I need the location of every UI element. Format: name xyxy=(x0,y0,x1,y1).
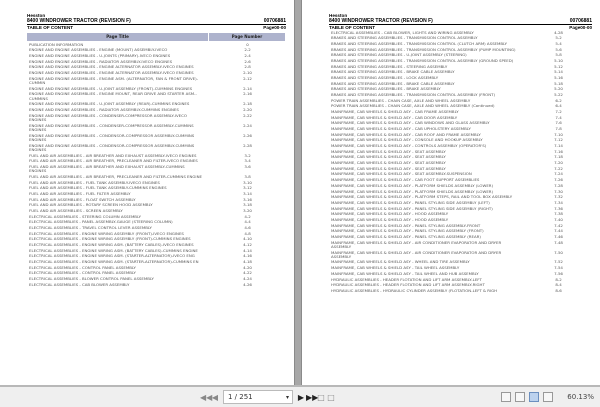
toc-entry-page: 7-52 xyxy=(554,259,563,265)
toc-entry-page: 7-18 xyxy=(554,154,563,160)
toc-entry-page: 7-4 xyxy=(555,114,562,120)
toc-entry-page: 4-16 xyxy=(243,253,252,259)
toc-entry-title: ELECTRICAL ASSEMBLIES - CAB BLOWER ASSEMBLY xyxy=(29,281,130,287)
toc-entry[interactable] xyxy=(329,271,592,277)
rotate-left-icon[interactable]: □ xyxy=(317,392,325,402)
toc-entry-page: 5-6 xyxy=(555,46,562,52)
fit-width-icon[interactable] xyxy=(543,392,553,402)
document-subtitle: TABLE OF CONTENT xyxy=(27,25,74,30)
toc-entry-title: MAINFRAME, CAB WHEELS & SHIELD ASY - CONSOLE AND HOOKUP ASSEMBLY xyxy=(331,137,483,143)
two-page-view-icon[interactable] xyxy=(529,392,539,402)
toc-entry-title: MAINFRAME, CAB WHEELS & SHIELD ASY - PANEL STYLING SIDE ASSEMBLY (RIGHT) xyxy=(331,205,493,211)
document-title: 8400 WINDROWER TRACTOR (REVISION F) xyxy=(329,18,433,24)
toc-entry-page: 7-34 xyxy=(554,199,563,205)
chevron-down-icon[interactable]: ▾ xyxy=(285,393,289,401)
toc-entry-page: 7-36 xyxy=(554,205,563,211)
first-page-icon[interactable]: ◀◀ xyxy=(200,392,213,402)
toc-entry-page: 7-20 xyxy=(554,160,563,166)
toc-entry-page: 2-12 xyxy=(243,75,252,81)
toc-entry-title: MAINFRAME, CAB WHEELS & SHIELD ASY - SEAT ASSEMBLY xyxy=(331,154,446,160)
document-number: 00706881 xyxy=(569,18,592,24)
toc-entry-page: 5-4 xyxy=(555,41,562,47)
toc-entry-page: 7-14 xyxy=(554,143,563,149)
toc-entry[interactable] xyxy=(27,123,286,133)
toc-entry-title: MAINFRAME, CAB WHEELS & SHIELD ASY - PANEL STYLING ASSEMBLY (FRONT) xyxy=(331,228,484,234)
toc-entry-title: ELECTRICAL ASSEMBLIES - TRAVEL CONTROL LEVER ASSEMBLY xyxy=(29,224,152,230)
toc-entry-page: 7-22 xyxy=(554,165,563,171)
toc-entry-title: MAINFRAME, CAB WHEELS & SHIELD ASY - SEAT ASSEMBLY xyxy=(331,160,446,166)
toc-table xyxy=(27,33,286,288)
toc-entry-title: FUEL AND AIR ASSEMBLIES - SCREEN ASSEMBLY xyxy=(29,207,123,213)
toc-entry-page: 4-28 xyxy=(554,29,563,35)
toc-entry-page: 7-24 xyxy=(554,171,563,177)
document-number: 00706881 xyxy=(263,18,286,24)
toc-entry[interactable] xyxy=(27,282,286,288)
toc-entry-title: ELECTRICAL ASSEMBLIES - PANEL ASSEMBLY-GAUGE (STEERING COLUMN) xyxy=(29,219,173,225)
page-number-value: 1 / 251 xyxy=(228,393,253,401)
toc-entry-title: ENGINE AND ENGINE ASSEMBLIES - CONDENSOR-COMPRESSOR ASSEMBLY-CUMMINS ENGINES xyxy=(29,132,195,142)
toc-entry-title: BRAKES AND STEERING ASSEMBLIES - TRANSMISSION CONTROL (CLUTCH ARM) ASSEMBLY xyxy=(331,41,508,47)
toc-entry-page: 5-16 xyxy=(554,75,563,81)
toc-entry[interactable] xyxy=(27,164,286,174)
toc-entry-page: 4-24 xyxy=(243,275,252,281)
toc-entry-page: 4-22 xyxy=(243,270,252,276)
toc-entry-title: MAINFRAME, CAB WHEELS & SHIELD ASY - HOOD ASSEMBLY xyxy=(331,211,449,217)
toc-entry-title: POWER TRAIN ASSEMBLIES - CHAIN CASE, AXLE AND WHEEL ASSEMBLY xyxy=(331,97,471,103)
viewer-toolbar xyxy=(0,385,600,407)
toc-entry-page: 2-28 xyxy=(243,142,252,148)
toc-entry-page: 4-26 xyxy=(243,281,252,287)
toc-entry-title: ENGINE AND ENGINE ASSEMBLIES - U-JOINT ASSEMBLY (FRONT)-CUMMINS ENGINES xyxy=(29,85,193,91)
toc-entry-page: 7-38 xyxy=(554,211,563,217)
toc-entry-page: 2-10 xyxy=(243,70,252,76)
toc-entry-page: 3-6 xyxy=(244,163,251,169)
toc-table xyxy=(329,30,592,294)
toc-entry-page: 6-4 xyxy=(555,103,562,109)
toc-entry-title: MAINFRAME, CAB WHEELS & SHIELD ASY - PLATFORM STEPS, RAIL AND TOOL BOX ASSEMBLY xyxy=(331,194,513,200)
zoom-level[interactable]: 60.13% xyxy=(567,393,594,401)
page-number-input[interactable] xyxy=(223,390,293,404)
toc-entry-page: 0 xyxy=(246,41,249,47)
column-header-number: Page Number xyxy=(209,33,286,41)
rotate-right-icon[interactable]: □ xyxy=(327,392,335,402)
toc-entry-title: MAINFRAME, CAB WHEELS & SHIELD ASY - PLATFORM SHIELDS ASSEMBLY (LOWER) xyxy=(331,182,494,188)
toc-entry-title: MAINFRAME, CAB WHEELS & SHIELD ASY - CAB FOOT SUPPORT ASSEMBLIES xyxy=(331,177,480,183)
toc-entry-page: 2-20 xyxy=(243,107,252,112)
toc-entry-title: HYDRAULIC ASSEMBLIES - HEADER FLOTATION AND LIFT ARM ASSEMBLY-LEFT xyxy=(331,276,482,282)
page-separator xyxy=(294,0,302,385)
toc-entry-title: FUEL AND AIR ASSEMBLIES - AIR BREATHER AND EXHAUST ASSEMBLY-CUMMINS ENGINES xyxy=(29,163,185,174)
toc-entry-page: 7-30 xyxy=(554,188,563,194)
toc-entry-page: 7-48 xyxy=(554,239,563,245)
toc-entry-title: MAINFRAME, CAB WHEELS & SHIELD ASY - WHEEL AND TIRE ASSEMBLY xyxy=(331,259,470,265)
toc-entry-title: MAINFRAME, CAB WHEELS & SHIELD ASY - TAIL WHEEL ASSEMBLY xyxy=(331,265,460,271)
toc-entry-page: 4-10 xyxy=(243,236,252,242)
toc-entry-page: 4-6 xyxy=(244,224,251,230)
toc-entry-page: 5-14 xyxy=(554,69,563,75)
toc-entry-title: ENGINE AND ENGINE ASSEMBLIES - U-JOINTS (PRIMARY)-IVECO ENGINES xyxy=(29,53,171,59)
toc-entry-page: 4-8 xyxy=(244,230,251,236)
toc-entry-title: ENGINE AND ENGINE ASSEMBLIES - ENGINE ASM. (ALTERNATOR, FAN & FRONT DRIVE)-CUMMIN xyxy=(29,75,198,86)
toc-entry-page: 2-6 xyxy=(244,58,251,64)
toc-entry-page: 3-2 xyxy=(244,152,251,158)
toc-entry-page: 4-18 xyxy=(243,258,252,264)
toc-entry-page: 8-6 xyxy=(555,287,562,293)
toc-entry-title: BRAKES AND STEERING ASSEMBLIES - TRANSMISSION CONTROL ASSEMBLY (GROUND SPEED) xyxy=(331,58,514,64)
toc-entry-title: MAINFRAME, CAB WHEELS & SHIELD ASY - CAB ROOF AND FRAME ASSEMBLY xyxy=(331,131,481,137)
toc-entry-page: 5-22 xyxy=(554,92,563,98)
toc-entries xyxy=(27,42,286,288)
toc-entry-page: 2-18 xyxy=(243,101,252,107)
toc-entry-title: ENGINE AND ENGINE ASSEMBLIES - ENGINE MOUNT, REAR DRIVE AND STARTER ASM.-CUMMINS xyxy=(29,91,197,101)
toc-entry-title: HYDRAULIC ASSEMBLIES - HYDRAULIC CYLINDER ASSEMBLY (FLOTATION-LEFT & RIGH xyxy=(331,287,498,293)
toc-entry-page: 3-14 xyxy=(243,190,252,196)
page-left xyxy=(0,0,294,385)
toc-entry-page: 7-12 xyxy=(554,137,563,143)
single-page-view-icon[interactable] xyxy=(501,392,511,402)
toc-entry[interactable] xyxy=(27,92,286,102)
toc-entry-page: 5-12 xyxy=(554,63,563,69)
toc-entry-page: 5-20 xyxy=(554,86,563,92)
toc-entry-page: 2-14 xyxy=(243,85,252,91)
toc-entry-page: 7-40 xyxy=(554,216,563,222)
toc-entry-page: 7-32 xyxy=(554,194,563,200)
toc-entry-title: MAINFRAME, CAB WHEELS & SHIELD ASY - PANEL STYLING ASSEMBLY (REAR) xyxy=(331,233,481,239)
column-header-title: Page Title xyxy=(27,33,209,41)
toc-entry-title: ENGINE AND ENGINE ASSEMBLIES - U-JOINT ASSEMBLY (REAR)-CUMMINS ENGINES xyxy=(29,101,190,107)
toc-entry[interactable] xyxy=(329,288,592,294)
toc-entries xyxy=(329,30,592,294)
toc-entry-page: 7-56 xyxy=(554,270,563,276)
toc-entry-page: 2-4 xyxy=(244,53,251,59)
toc-entry-page: 7-26 xyxy=(554,177,563,183)
toc-entry-title: ELECTRICAL ASSEMBLIES - ENGINE WIRING ASSEMBLY (FRONT)-CUMMINS ENGINES xyxy=(29,236,191,242)
toc-entry-page: 5-18 xyxy=(554,80,563,86)
toc-entry-title: FUEL AND AIR ASSEMBLIES - FUEL TANK ASSEMBLY-IVECO ENGINES xyxy=(29,179,160,185)
toc-entry-title: ELECTRICAL ASSEMBLIES - CAB BLOWER, LIGHTS AND WIRING ASSEMBLY xyxy=(331,29,474,35)
toc-entry-page: 3-12 xyxy=(243,185,252,191)
page-header xyxy=(329,13,592,30)
toc-entry-title: BRAKES AND STEERING ASSEMBLIES - U-JOINT ASSEMBLY (STEERING) xyxy=(331,52,467,58)
toc-entry-title: MAINFRAME, CAB WHEELS & SHIELD ASY - TAIL WHEEL AND HUB ASSEMBLY xyxy=(331,270,479,276)
toc-entry-title: MAINFRAME, CAB WHEELS & SHIELD ASY - PLATFORM SHIELDS ASSEMBLY (LOWER) xyxy=(331,188,494,194)
toc-entry-title: BRAKES AND STEERING ASSEMBLIES - STEERING ASSEMBLY xyxy=(331,63,448,69)
toc-entry-page: 7-28 xyxy=(554,182,563,188)
toc-entry-page: 3-18 xyxy=(243,202,252,208)
toc-entry-page: 7-42 xyxy=(554,222,563,228)
toc-entry-title: ELECTRICAL ASSEMBLIES - BLOWER CONTROL PANEL ASSEMBLY xyxy=(29,275,154,281)
toc-entry-page: 5-8 xyxy=(555,52,562,58)
toc-entry-page: 7-6 xyxy=(555,120,562,126)
toc-entry-title: FUEL AND AIR ASSEMBLIES - FUEL FILTER ASSEMBLY xyxy=(29,190,131,196)
toc-entry-title: FUEL AND AIR ASSEMBLIES - FLOAT SWITCH ASSEMBLY xyxy=(29,196,136,202)
toc-entry-page: 4-4 xyxy=(244,219,251,225)
toc-entry-page: 3-20 xyxy=(243,207,252,213)
toc-entry-page: 4-20 xyxy=(243,264,252,270)
toc-entry-page: 4-14 xyxy=(243,247,252,253)
toc-entry-page: 7-16 xyxy=(554,148,563,154)
toc-entry-title: BRAKES AND STEERING ASSEMBLIES - TRANSMISSION CONTROL ASSEMBLY (FRONT) xyxy=(331,92,496,98)
toc-entry-title: MAINFRAME, CAB WHEELS & SHIELD ASY - CAB FRAME ASSEMBLY xyxy=(331,109,459,115)
toc-entry[interactable] xyxy=(27,174,286,180)
toc-entry-page: 3-4 xyxy=(244,158,251,164)
company-name: Hesston xyxy=(27,13,46,18)
toc-entry-page: 7-54 xyxy=(554,265,563,271)
toc-entry-title: MAINFRAME, CAB WHEELS & SHIELD ASY - AIR CONDITIONER EVAPORATOR AND DRYER ASSEMBLY xyxy=(331,249,502,259)
toc-entry-title: ENGINE AND ENGINE ASSEMBLIES - CONDENSOR-COMPRESSOR ASSEMBLY-CUMMINS ENGINES xyxy=(29,142,195,152)
toc-entry-page: 2-2 xyxy=(244,47,251,53)
toc-entry-title: FUEL AND AIR ASSEMBLIES - AIR BREATHER AND EXHAUST ASSEMBLY-IVECO ENGINES xyxy=(29,152,197,158)
toc-entry-title: BRAKES AND STEERING ASSEMBLIES - BRAKE CABLE ASSEMBLY xyxy=(331,80,455,86)
toc-entry-page: 7-10 xyxy=(554,131,563,137)
toc-entry-page: 5-2 xyxy=(555,35,562,41)
toc-entry-page: 7-44 xyxy=(554,228,563,234)
toc-entry-title: MAINFRAME, CAB WHEELS & SHIELD ASY - AIR CONDITIONER EVAPORATOR AND DRYER ASSEMBLY xyxy=(331,239,502,249)
document-title: 8400 WINDROWER TRACTOR (REVISION F) xyxy=(27,18,131,24)
document-subtitle: TABLE OF CONTENT xyxy=(329,25,376,30)
last-page-icon[interactable]: ▶▶ xyxy=(306,392,319,402)
continuous-view-icon[interactable] xyxy=(515,392,525,402)
toc-entry[interactable] xyxy=(329,200,592,206)
toc-entry-title: MAINFRAME, CAB WHEELS & SHIELD ASY - HOOD ASSEMBLY xyxy=(331,216,449,222)
toc-entry[interactable] xyxy=(329,250,592,260)
previous-page-icon[interactable]: ◀ xyxy=(211,392,219,402)
toc-entry-page: 4-12 xyxy=(243,241,252,247)
toc-entry-title: ENGINE AND ENGINE ASSEMBLIES - ENGINE ALTERNATOR ASSEMBLY-IVECO ENGINES xyxy=(29,64,194,70)
toc-entry-title: MAINFRAME, CAB WHEELS & SHIELD ASY - SEAT ASSEMBLY xyxy=(331,165,446,171)
toc-entry-title: BRAKES AND STEERING ASSEMBLIES - BRAKE ASSEMBLY xyxy=(331,86,441,92)
toc-entry-page: 2-8 xyxy=(244,64,251,70)
toc-entry-title: BRAKES AND STEERING ASSEMBLIES - TRANSMISSION CONTROL ASSEMBLY (PUMP MOUNTING) xyxy=(331,46,516,52)
toc-entry-title: MAINFRAME, CAB WHEELS & SHIELD ASY - CONTROLS ASSEMBLY (OPERATOR'S) xyxy=(331,143,487,149)
toc-entry-title: POWER TRAIN ASSEMBLIES - CHAIN CASE, AXLE AND WHEEL ASSEMBLY (Continued) xyxy=(331,103,495,109)
toc-entry-title: ELECTRICAL ASSEMBLIES - CONTROL PANEL ASSEMBLY xyxy=(29,270,136,276)
toc-entry-title: ELECTRICAL ASSEMBLIES - ENGINE WIRING ASM. (STARTER-ALTERNATOR)-IVECO ENG xyxy=(29,253,195,259)
toc-entry-title: FUEL AND AIR ASSEMBLIES - FUEL TANK ASSEMBLY-CUMMINS ENGINES xyxy=(29,185,167,191)
toc-entry[interactable] xyxy=(329,217,592,223)
toc-entry-title: ELECTRICAL ASSEMBLIES - ENGINE WIRING ASM. (BATTERY CABLES)-CUMMINS ENGINE xyxy=(29,247,198,253)
toc-entry-page: 2-22 xyxy=(243,112,252,118)
toc-entry-title: ELECTRICAL ASSEMBLIES - ENGINE WIRING ASM. (STARTER-ALTERNATOR)-CUMMINS EN xyxy=(29,258,199,264)
page-right xyxy=(302,0,600,385)
toc-entry-page: 3-8 xyxy=(244,173,251,179)
toc-entry-title: FUEL AND AIR ASSEMBLIES - ROTARY SCREEN HOOD ASSEMBLY xyxy=(29,202,153,208)
toc-entry-page: 6-2 xyxy=(555,97,562,103)
toc-entry-title: MAINFRAME, CAB WHEELS & SHIELD ASY - CAB WINDOWS AND GLASS ASSEMBLY xyxy=(331,120,490,126)
toc-entry-title: HYDRAULIC ASSEMBLIES - HEADER FLOTATION AND LIFT ARM ASSEMBLY-RIGHT xyxy=(331,282,485,288)
toc-entry-page: 7-8 xyxy=(555,126,562,132)
toc-entry[interactable] xyxy=(27,113,286,123)
toc-entry-title: FUEL AND AIR ASSEMBLIES - AIR BREATHER, PRECLEANER AND FILTER-CUMMINS ENGINE xyxy=(29,173,202,179)
toc-entry-page: 5-10 xyxy=(554,58,563,64)
page-reference: Page00-00 xyxy=(263,25,286,30)
page-header xyxy=(27,13,286,30)
toc-entry-title: FUEL AND AIR ASSEMBLIES - AIR BREATHER, PRECLEANER AND FILTER-IVECO ENGINES xyxy=(29,158,198,164)
toc-entry-title: BRAKES AND STEERING ASSEMBLIES - LOCK ASSEMBLY xyxy=(331,75,439,81)
toc-entry-title: ENGINE AND ENGINE ASSEMBLIES - RADIATOR ASSEMBLY-CUMMINS ENGINES xyxy=(29,107,179,112)
toc-entry-title: MAINFRAME, CAB WHEELS & SHIELD ASY - SEAT ASSEMBLY-SUSPENSION xyxy=(331,171,472,177)
toc-entry-title: BRAKES AND STEERING ASSEMBLIES - TRANSMISSION CONTROL ASSEMBLY xyxy=(331,35,478,41)
toc-entry-title: PUBLICATION INFORMATION xyxy=(29,41,84,47)
toc-entry[interactable] xyxy=(27,133,286,143)
toc-entry-title: MAINFRAME, CAB WHEELS & SHIELD ASY - CAB UPHOLSTERY ASSEMBLY xyxy=(331,126,471,132)
toc-entry-title: ENGINE AND ENGINE ASSEMBLIES - ENGINE ALTERNATOR ASSEMBLY-IVECO ENGINES xyxy=(29,70,194,76)
toc-entry-title: ENGINE AND ENGINE ASSEMBLIES - ENGINE (MOUNT) ASSEMBLY-IVECO xyxy=(29,47,168,53)
toc-entry-page: 7-50 xyxy=(554,249,563,255)
toc-entry-title: ENGINE AND ENGINE ASSEMBLIES - RADIATOR ASSEMBLY-IVECO ENGINES xyxy=(29,58,173,64)
toc-header-row xyxy=(27,33,286,41)
toc-entry-title: ELECTRICAL ASSEMBLIES - STEERING COLUMN ASSEMBLY xyxy=(29,213,142,219)
next-page-icon[interactable]: ▶ xyxy=(297,392,305,402)
toc-entry-page: 7-2 xyxy=(555,109,562,115)
page-reference: Page00-00 xyxy=(569,25,592,30)
toc-entry-page: 3-16 xyxy=(243,196,252,202)
company-name: Hesston xyxy=(329,13,348,18)
toc-entry-title: ENGINE AND ENGINE ASSEMBLIES - CONDENSER-COMPRESSOR ASSEMBLY-CUMMINS ENGINES xyxy=(29,122,194,132)
toc-entry-page: 2-26 xyxy=(243,132,252,138)
toc-entry[interactable] xyxy=(329,240,592,250)
toc-entry-title: ELECTRICAL ASSEMBLIES - ENGINE WIRING ASSEMBLY (FRONT)-IVECO ENGINES xyxy=(29,230,184,236)
toc-entry-title: ENGINE AND ENGINE ASSEMBLIES - CONDENSER-COMPRESSOR ASSEMBLY-IVECO ENGINES xyxy=(29,112,187,122)
toc-entry-title: ELECTRICAL ASSEMBLIES - CONTROL PANEL ASSEMBLY xyxy=(29,264,136,270)
toc-entry-page: 4-2 xyxy=(244,213,251,219)
toc-entry-title: MAINFRAME, CAB WHEELS & SHIELD ASY - SEAT ASSEMBLY xyxy=(331,148,446,154)
toc-entry[interactable] xyxy=(27,76,286,86)
toc-entry-page: 8-2 xyxy=(555,276,562,282)
toc-entry-title: MAINFRAME, CAB WHEELS & SHIELD ASY - PANEL STYLING ASSEMBLY-FRONT xyxy=(331,222,481,228)
toc-entry-page: 8-4 xyxy=(555,282,562,288)
toc-entry-title: ELECTRICAL ASSEMBLIES - ENGINE WIRING ASM. (BATTERY CABLES)-IVECO ENGINES xyxy=(29,241,194,247)
toc-entry-page: 2-16 xyxy=(243,91,252,97)
toc-entry-page: 3-10 xyxy=(243,179,252,185)
toc-entry[interactable] xyxy=(27,191,286,197)
toc-entry-title: MAINFRAME, CAB WHEELS & SHIELD ASY - CAB DOOR ASSEMBLY xyxy=(331,114,458,120)
toc-entry-page: 7-46 xyxy=(554,233,563,239)
toc-entry[interactable] xyxy=(329,234,592,240)
toc-entry-title: MAINFRAME, CAB WHEELS & SHIELD ASY - PANEL STYLING SIDE ASSEMBLY (LEFT) xyxy=(331,199,490,205)
toc-entry[interactable] xyxy=(329,183,592,189)
toc-entry[interactable] xyxy=(27,143,286,153)
toc-entry-title: BRAKES AND STEERING ASSEMBLIES - BRAKE CABLE ASSEMBLY xyxy=(331,69,455,75)
toc-entry-page: 2-24 xyxy=(243,122,252,128)
